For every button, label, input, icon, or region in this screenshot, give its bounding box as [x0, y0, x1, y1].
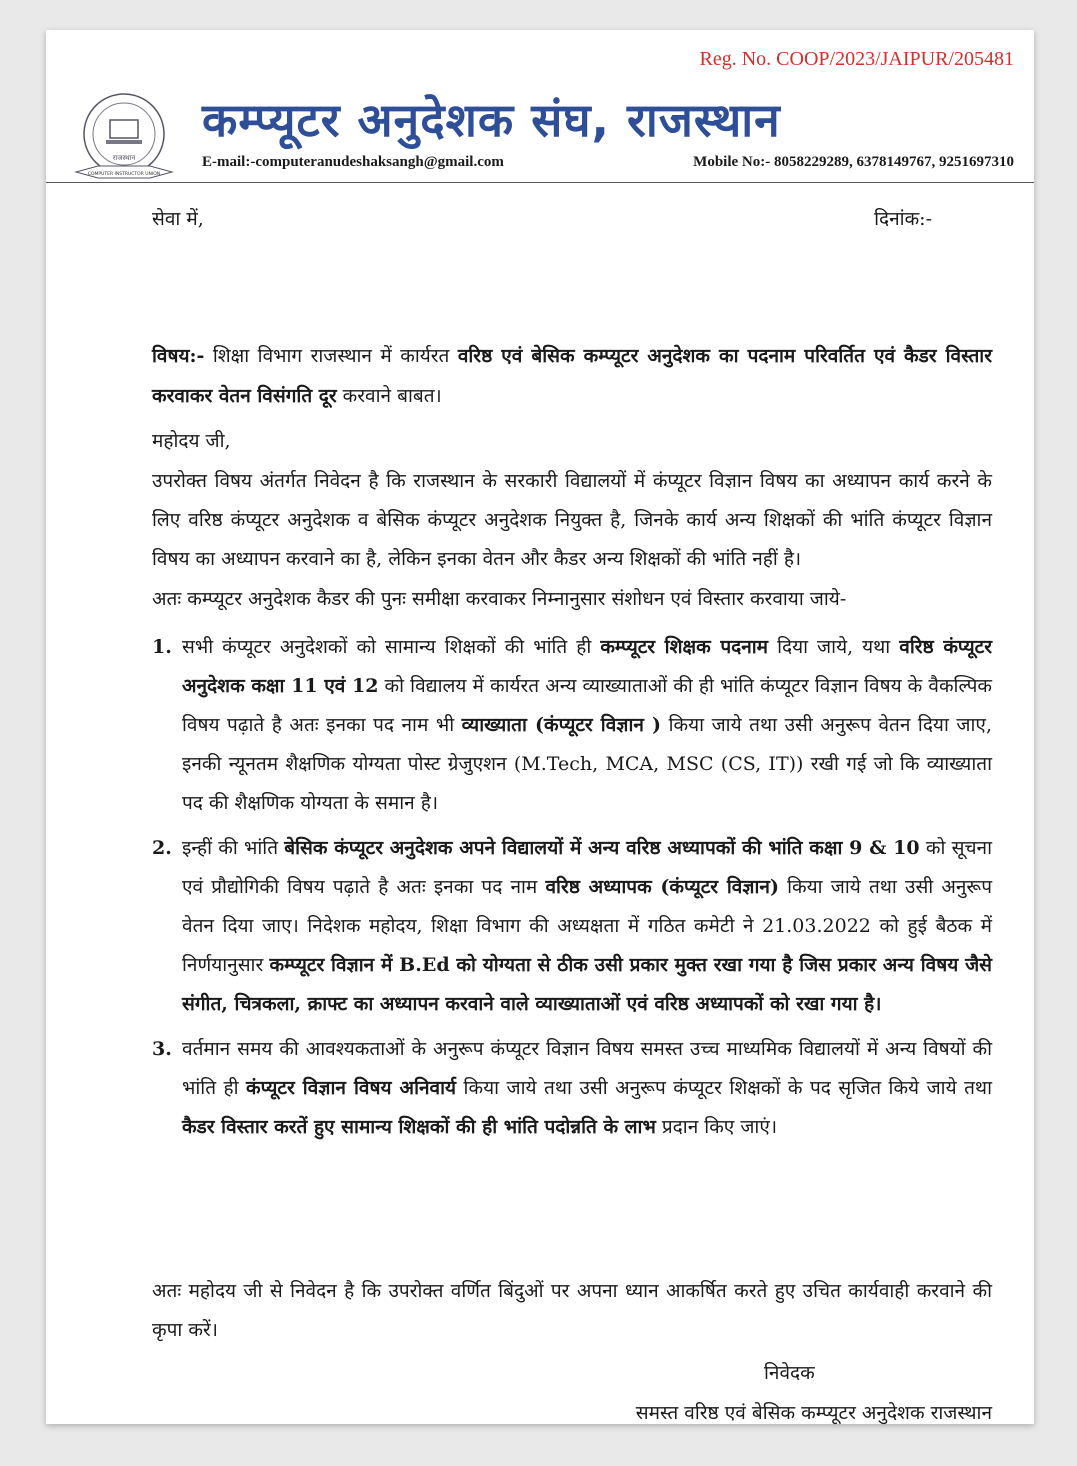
header-divider: [46, 182, 1034, 183]
point-number: 3.: [152, 1038, 172, 1060]
subject-text-end: करवाने बाबत।: [336, 385, 442, 407]
point-text: सभी कंप्यूटर अनुदेशकों को सामान्य शिक्षकों की भांति ही कम्प्यूटर शिक्षक पदनाम दिया जाये, यथा वरिष्ठ कंप्यूटर अनुदेशक कक्षा 11 एवं 12 को विद्यालय में कार्यरत अन्य व्याख्याताओं की ही भांति कंप्यूटर विज्ञान विषय के वैकल्पिक विषय पढ़ाते है अतः इनका पद नाम भी व्याख्याता (कंप्यूटर विज्ञान ) किया जाये तथा उसी अनुरूप वेतन दिया जाए, इनकी न्यूनतम शैक्षणिक योग्यता पोस्ट ग्रेजुएशन (M.Tech, MCA, MSC (CS, IT)) रखी गई जो कि व्याख्याता पद की शैक्षणिक योग्यता के समान है।: [182, 636, 992, 814]
email-address: E-mail:-computeranudeshaksangh@gmail.com: [202, 154, 504, 170]
closing-paragraph: अतः महोदय जी से निवेदन है कि उपरोक्त वर्णित बिंदुओं पर अपना ध्यान आकर्षित करते हुए उचित कार्यवाही करवाने की कृपा करें।: [152, 1280, 992, 1341]
request-lead: अतः कम्प्यूटर अनुदेशक कैडर की पुनः समीक्षा करवाकर निम्नानुसार संशोधन एवं विस्तार करवाया जाये-: [152, 588, 847, 610]
signature-name: समस्त वरिष्ठ एवं बेसिक कम्प्यूटर अनुदेशक राजस्थान: [635, 1402, 992, 1424]
mobile-numbers: Mobile No:- 8058229289, 6378149767, 9251697310: [693, 154, 1014, 170]
svg-text:राजस्थान: राजस्थान: [112, 154, 136, 162]
point-number: 2.: [152, 837, 172, 859]
list-item: [152, 829, 992, 1024]
intro-paragraph: उपरोक्त विषय अंतर्गत निवेदन है कि राजस्थान के सरकारी विद्यालयों में कंप्यूटर विज्ञान विषय का अध्यापन कार्य करने के लिए वरिष्ठ कंप्यूटर अनुदेशक व बेसिक कंप्यूटर अनुदेशक नियुक्त है, जिनके कार्य अन्य शिक्षकों की भांति कंप्यूटर विज्ञान विषय का अध्यापन करवाने का है, लेकिन इनका वेतन और कैडर अन्य शिक्षकों की भांति नहीं है।: [152, 470, 992, 570]
subject-label: विषय:-: [152, 345, 205, 367]
points-list: [152, 628, 992, 1153]
subject-bold: वरिष्ठ एवं बेसिक कम्प्यूटर अनुदेशक का पदनाम परिवर्तित एवं कैडर विस्तार करवाकर वेतन विसंगति दूर: [152, 345, 992, 407]
registration-number: Reg. No. COOP/2023/JAIPUR/205481: [699, 48, 1014, 70]
date-label: दिनांक:-: [874, 208, 932, 230]
signature-label: निवेदक: [764, 1362, 815, 1384]
subject-paragraph: [152, 336, 992, 416]
list-item: [152, 628, 992, 823]
svg-text:COMPUTER INSTRUCTOR UNION: COMPUTER INSTRUCTOR UNION: [87, 172, 161, 177]
point-text: इन्हीं की भांति बेसिक कंप्यूटर अनुदेशक अपने विद्यालयों में अन्य वरिष्ठ अध्यापकों की भांति कक्षा 9 & 10 को सूचना एवं प्रौद्योगिकी विषय पढ़ाते है अतः इनका पद नाम वरिष्ठ अध्यापक (कंप्यूटर विज्ञान) किया जाये तथा उसी अनुरूप वेतन दिया जाए। निदेशक महोदय, शिक्षा विभाग की अध्यक्षता में गठित कमेटी ने 21.03.2022 को हुई बैठक में निर्णयानुसार कम्प्यूटर विज्ञान में B.Ed को योग्यता से ठीक उसी प्रकार मुक्त रखा गया है जिस प्रकार अन्य विषय जैसे संगीत, चित्रकला, क्राफ्ट का अध्यापन करवाने वाले व्याख्याताओं एवं वरिष्ठ अध्यापकों को रखा गया है।: [182, 837, 993, 1015]
point-number: 1.: [152, 636, 172, 658]
union-seal-icon: [68, 90, 180, 190]
addressee-line: सेवा में,: [152, 208, 204, 230]
letter-page: [46, 30, 1034, 1424]
salutation: महोदय जी,: [152, 430, 231, 452]
point-text: वर्तमान समय की आवश्यकताओं के अनुरूप कंप्यूटर विज्ञान विषय समस्त उच्च माध्यमिक विद्यालयों में अन्य विषयों की भांति ही कंप्यूटर विज्ञान विषय अनिवार्य किया जाये तथा उसी अनुरूप कंप्यूटर शिक्षकों के पद सृजित किये जाये तथा कैडर विस्तार करतें हुए सामान्य शिक्षकों की ही भांति पदोन्नति के लाभ प्रदान किए जाएं।: [182, 1038, 992, 1138]
subject-text: शिक्षा विभाग राजस्थान में कार्यरत: [204, 345, 458, 367]
list-item: [152, 1030, 992, 1147]
organization-name: कम्प्यूटर अनुदेशक संघ, राजस्थान: [202, 93, 781, 147]
